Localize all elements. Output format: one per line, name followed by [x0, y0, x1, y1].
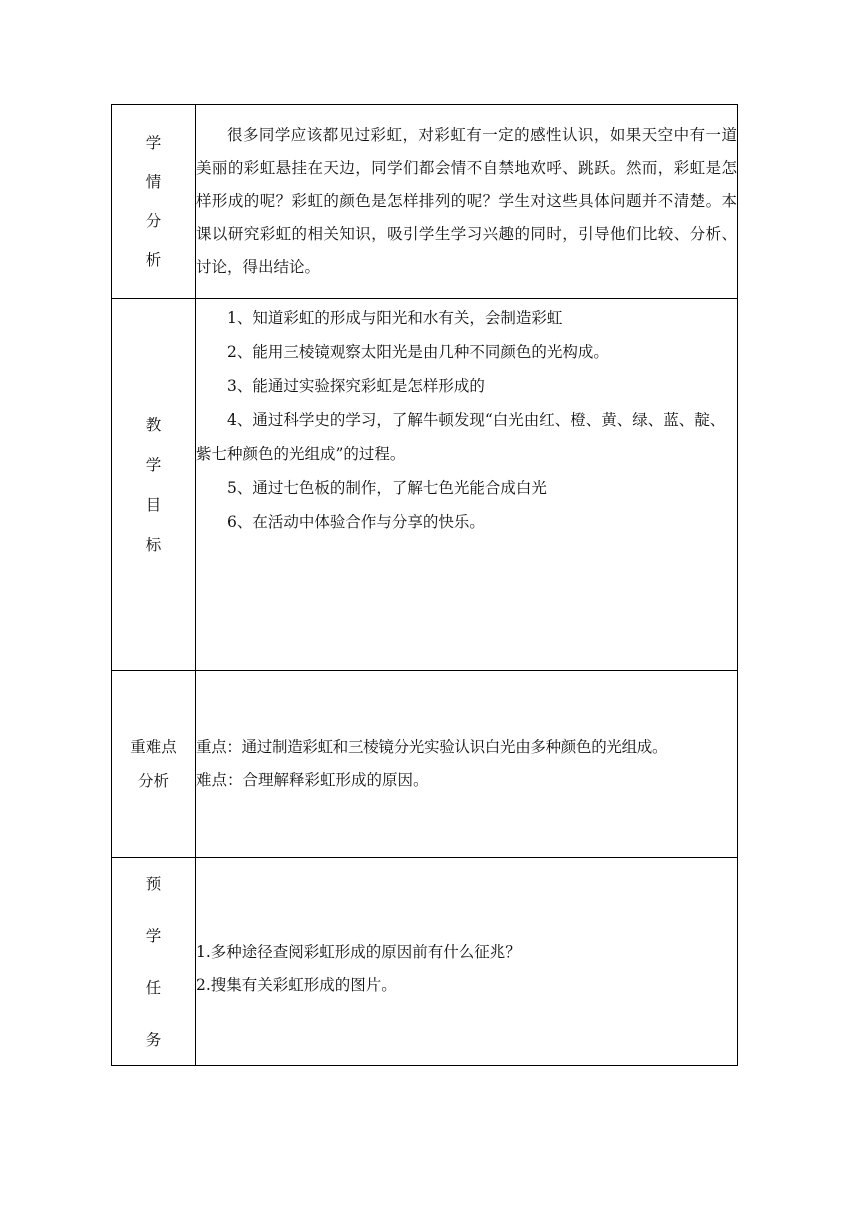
label-text: 重难点 — [130, 738, 177, 756]
label-char: 教 — [145, 415, 162, 434]
goal-item: 3、能通过实验探究彩虹是怎样形成的 — [227, 377, 485, 395]
teaching-goals-content — [196, 299, 738, 671]
goal-item: 5、通过七色板的制作，了解七色光能合成白光 — [227, 479, 547, 497]
preview-task-line: 1.多种途径查阅彩虹形成的原因前有什么征兆？ — [196, 942, 521, 961]
label-char: 标 — [145, 535, 162, 554]
row-teaching-goals — [112, 299, 738, 671]
label-char: 任 — [145, 978, 162, 997]
label-char: 目 — [145, 495, 162, 514]
lesson-plan-table — [111, 104, 738, 1066]
difficulty-line: 难点：合理解释彩虹形成的原因。 — [196, 771, 429, 789]
key-point-line: 重点：通过制造彩虹和三棱镜分光实验认识白光由多种颜色的光组成。 — [196, 738, 668, 756]
label-char: 学 — [145, 926, 162, 945]
preview-tasks-content — [196, 858, 738, 1066]
label-char: 情 — [145, 173, 162, 191]
row-student-analysis — [112, 105, 738, 299]
goal-item: 1、知道彩虹的形成与阳光和水有关，会制造彩虹 — [227, 309, 563, 327]
student-analysis-text: 很多同学应该都见过彩虹，对彩虹有一定的感性认识，如果天空中有一道美丽的彩虹悬挂在天边，同学们都会情不自禁地欢呼、跳跃。然而，彩虹是怎样形成的呢？彩虹的颜色是怎样排列的呢？学生对这些具体问题并不清楚。本课以研究彩虹的相关知识，吸引学生学习兴趣的同时，引导他们比较、分析、讨论，得出结论。 — [196, 126, 737, 276]
goal-item: 2、能用三棱镜观察太阳光是由几种不同颜色的光构成。 — [227, 343, 609, 361]
goal-item: 6、在活动中体验合作与分享的快乐。 — [227, 513, 485, 531]
preview-task-line: 2.搜集有关彩虹形成的图片。 — [196, 975, 397, 994]
goal-item: 4、通过科学史的学习，了解牛顿发现“白光由红、橙、黄、绿、蓝、靛、紫七种颜色的光组成”的过程。 — [196, 411, 726, 463]
label-char: 预 — [145, 874, 162, 893]
label-char: 务 — [145, 1030, 162, 1049]
label-char: 析 — [145, 251, 162, 269]
label-char: 分 — [145, 212, 162, 230]
row-key-points — [112, 671, 738, 858]
label-char: 学 — [145, 455, 162, 474]
label-text: 分析 — [137, 772, 169, 790]
student-analysis-content — [196, 105, 738, 299]
row-preview-tasks — [112, 858, 738, 1066]
label-teaching-goals — [112, 299, 196, 671]
label-preview-tasks — [112, 858, 196, 1066]
key-points-content — [196, 671, 738, 858]
label-student-analysis — [112, 105, 196, 299]
label-key-points — [112, 671, 196, 858]
label-char: 学 — [145, 134, 162, 152]
